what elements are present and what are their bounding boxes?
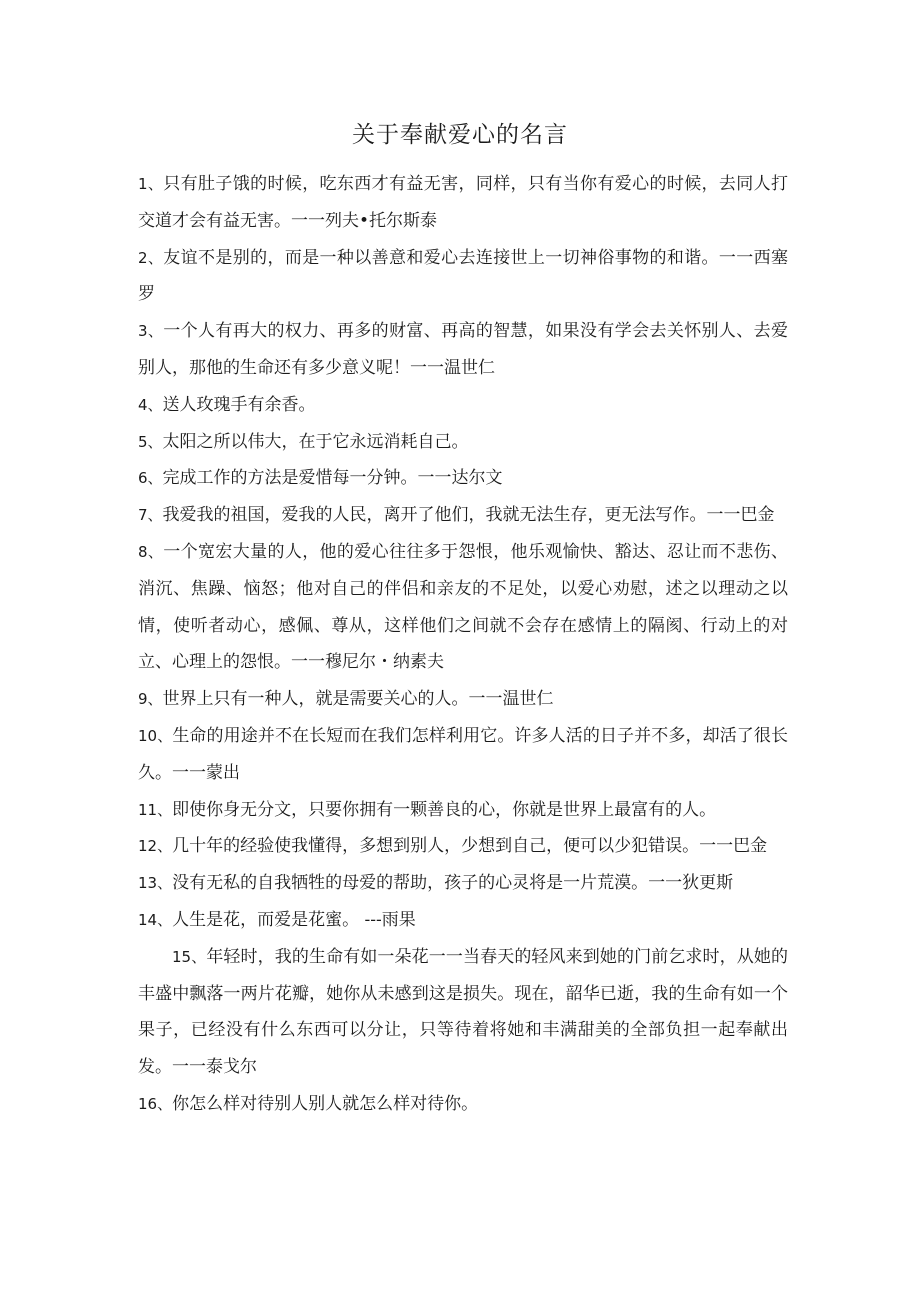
quote-number: 14、 [138, 910, 173, 929]
quote-number: 11、 [138, 800, 173, 819]
quote-number: 6、 [138, 469, 163, 488]
quote-text: 一个宽宏大量的人，他的爱心往往多于怨恨，他乐观愉快、豁达、忍让而不悲伤、消沉、焦躁、恼怒；他对自己的伴侣和亲友的不足处，以爱心劝慰，述之以理动之以情，使听者动心，感佩、尊从，这样他们之间就不会存在感情上的隔阂、行动上的对立、心理上的怨恨。一一穆尼尔・纳素夫 [138, 541, 789, 673]
quote-number: 9、 [138, 690, 163, 709]
quote-text: 送人玫瑰手有余香。 [162, 394, 316, 415]
quote-text: 没有无私的自我牺牲的母爱的帮助，孩子的心灵将是一片荒漠。一一狄更斯 [172, 873, 734, 894]
quote-text: 几十年的经验使我懂得，多想到别人，少想到自己，便可以少犯错误。一一巴金 [172, 836, 768, 857]
quote-item [138, 902, 788, 939]
quote-number: 7、 [138, 506, 163, 525]
quote-item [138, 240, 788, 314]
quote-item [138, 939, 788, 1086]
quote-item [138, 460, 788, 497]
quote-number: 13、 [138, 874, 173, 893]
quote-text: 即使你身无分文，只要你拥有一颗善良的心，你就是世界上最富有的人。 [172, 799, 717, 820]
quote-item [138, 166, 788, 240]
quote-text: 太阳之所以伟大，在于它永远消耗自己。 [162, 431, 469, 452]
page-title: 关于奉献爱心的名言 [352, 122, 568, 148]
quote-text: 人生是花，而爱是花蜜。 ---雨果 [172, 909, 416, 930]
quote-item [138, 718, 788, 792]
quote-text: 你怎么样对待别人别人就怎么样对待你。 [172, 1093, 479, 1114]
quote-item [138, 865, 788, 902]
quote-text: 一个人有再大的权力、再多的财富、再高的智慧，如果没有学会去关怀别人、去爱别人，那他的生命还有多少意义呢！一一温世仁 [138, 321, 789, 378]
quote-item [138, 387, 788, 424]
quote-number: 15、 [172, 947, 207, 966]
quote-number: 16、 [138, 1094, 173, 1113]
quote-text: 世界上只有一种人，就是需要关心的人。一一温世仁 [162, 689, 554, 710]
quote-item [138, 828, 788, 865]
quote-number: 8、 [138, 542, 164, 561]
quote-text: 我爱我的祖国，爱我的人民，离开了他们，我就无法生存，更无法写作。一一巴金 [162, 505, 775, 526]
quote-item [138, 534, 788, 681]
quote-text: 年轻时，我的生命有如一朵花一一当春天的轻风来到她的门前乞求时，从她的丰盛中飘落一两片花瓣，她你从未感到这是损失。现在，韶华已逝，我的生命有如一个果子，已经没有什么东西可以分让，只等待着将她和丰满甜美的全部负担一起奉献出发。一一泰戈尔 [138, 946, 788, 1078]
quote-number: 2、 [138, 248, 164, 267]
quote-text: 完成工作的方法是爱惜每一分钟。一一达尔文 [162, 468, 503, 489]
quote-number: 5、 [138, 432, 163, 451]
quote-item [138, 792, 788, 829]
quote-item [138, 1086, 788, 1123]
quote-item [138, 424, 788, 461]
quote-item [138, 681, 788, 718]
quote-number: 3、 [138, 322, 164, 341]
quote-number: 10、 [138, 726, 173, 745]
quote-item [138, 497, 788, 534]
quote-text: 只有肚子饿的时候，吃东西才有益无害，同样，只有当你有爱心的时候，去同人打交道才会有益无害。一一列夫•托尔斯泰 [138, 174, 789, 231]
quote-number: 4、 [138, 395, 163, 414]
quote-item [138, 313, 788, 387]
quote-text: 生命的用途并不在长短而在我们怎样利用它。许多人活的日子并不多，却活了很长久。一一蒙出 [138, 725, 789, 783]
quote-number: 12、 [138, 837, 173, 856]
quote-list [138, 166, 788, 1123]
quote-text: 友谊不是别的，而是一种以善意和爱心去连接世上一切神俗事物的和谐。一一西塞罗 [138, 247, 789, 305]
quote-number: 1、 [138, 175, 164, 193]
